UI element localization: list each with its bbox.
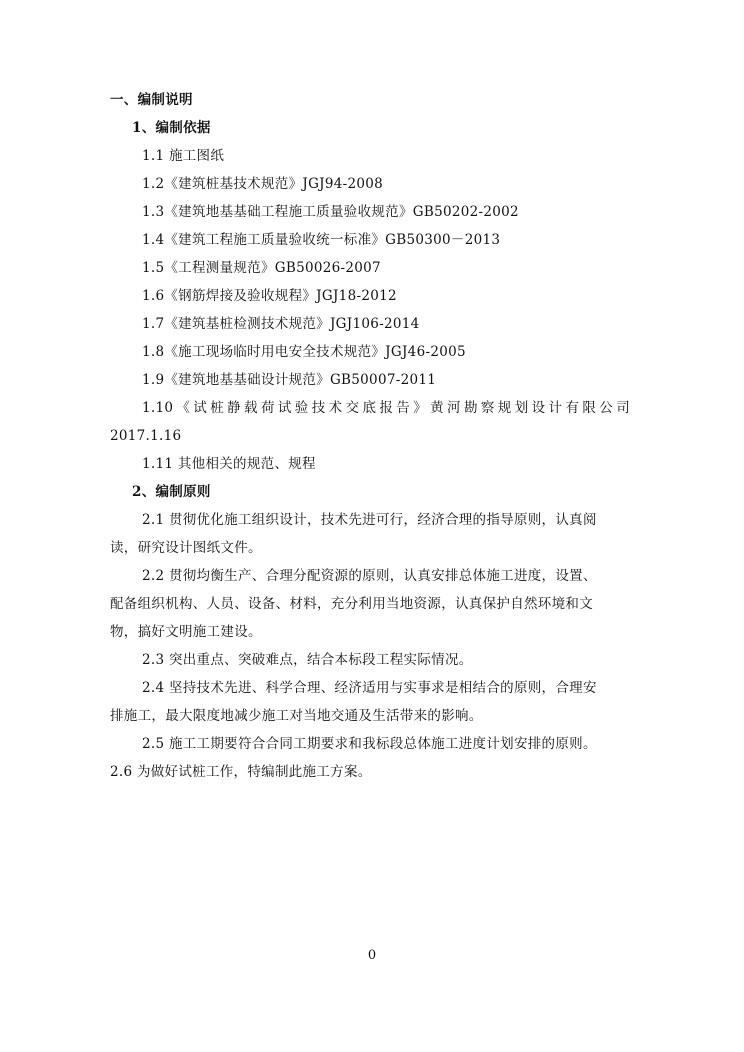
- principle-2-line-1: 2.2 贯彻均衡生产、合理分配资源的原则，认真安排总体施工进度，设置、: [142, 568, 597, 584]
- principle-3: 2.3 突出重点、突破难点，结合本标段工程实际情况。: [142, 652, 473, 668]
- basis-item-6: 1.6《钢筋焊接及验收规程》JGJ18-2012: [142, 288, 397, 304]
- basis-item-10-date: 2017.1.16: [110, 428, 182, 444]
- principle-6: 2.6 为做好试桩工作，特编制此施工方案。: [110, 764, 372, 780]
- basis-item-11: 1.11 其他相关的规范、规程: [142, 456, 316, 472]
- basis-item-9: 1.9《建筑地基基础设计规范》GB50007-2011: [142, 372, 437, 388]
- principle-4-line-2: 排施工，最大限度地减少施工对当地交通及生活带来的影响。: [110, 708, 483, 724]
- basis-item-4: 1.4《建筑工程施工质量验收统一标准》GB50300－2013: [142, 232, 501, 248]
- basis-heading: 1、编制依据: [132, 120, 211, 136]
- principle-heading: 2、编制原则: [132, 484, 211, 500]
- principle-5: 2.5 施工工期要符合合同工期要求和我标段总体施工进度计划安排的原则。: [142, 736, 597, 752]
- section-title: 一、编制说明: [110, 92, 193, 108]
- basis-item-5: 1.5《工程测量规范》GB50026-2007: [142, 260, 381, 276]
- page-number: 0: [367, 948, 377, 963]
- principle-1-line-2: 读，研究设计图纸文件。: [110, 540, 262, 556]
- basis-item-2: 1.2《建筑桩基技术规范》JGJ94-2008: [142, 176, 384, 192]
- principle-2-line-3: 物，搞好文明施工建设。: [110, 624, 262, 640]
- basis-item-1: 1.1 施工图纸: [142, 148, 225, 164]
- principle-1-line-1: 2.1 贯彻优化施工组织设计，技术先进可行，经济合理的指导原则，认真阅: [142, 512, 597, 528]
- basis-item-7: 1.7《建筑基桩检测技术规范》JGJ106-2014: [142, 316, 420, 332]
- principle-4-line-1: 2.4 坚持技术先进、科学合理、经济适用与实事求是相结合的原则，合理安: [142, 680, 597, 696]
- basis-item-8: 1.8《施工现场临时用电安全技术规范》JGJ46-2005: [142, 344, 466, 360]
- basis-item-10: 1.10《试桩静载荷试验技术交底报告》黄河勘察规划设计有限公司: [142, 400, 630, 416]
- basis-item-3: 1.3《建筑地基基础工程施工质量验收规范》GB50202-2002: [142, 204, 519, 220]
- principle-2-line-2: 配备组织机构、人员、设备、材料，充分利用当地资源，认真保护自然环境和文: [110, 596, 593, 612]
